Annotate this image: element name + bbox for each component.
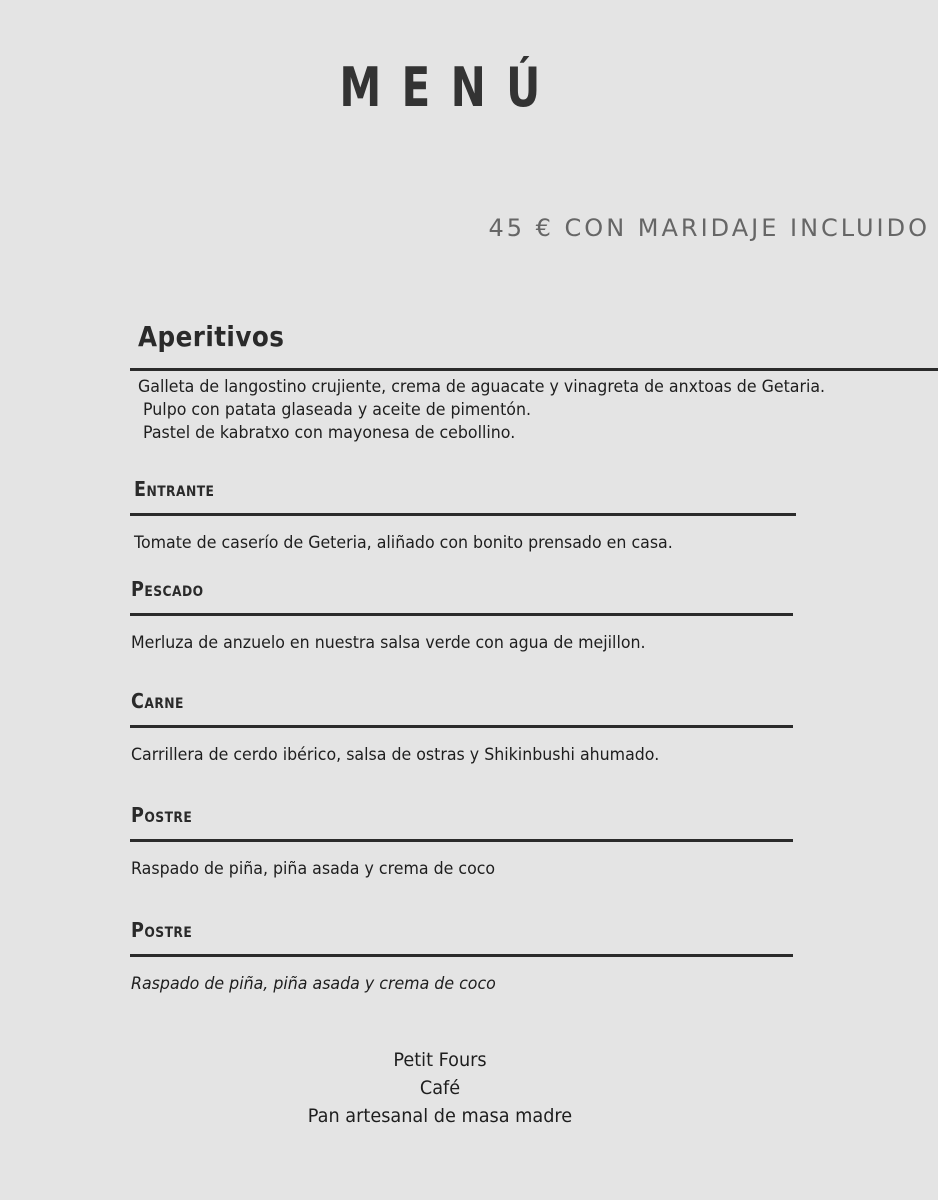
dish-item: Carrillera de cerdo ibérico, salsa de ostras y Shikinbushi ahumado.	[131, 745, 660, 765]
section-heading-aperitivos: Aperitivos	[138, 320, 285, 353]
dish-item: Raspado de piña, piña asada y crema de coco	[131, 859, 496, 879]
section-divider	[130, 839, 793, 842]
aperitivos-list	[138, 376, 877, 445]
section-divider	[130, 725, 793, 728]
dish-item: Merluza de anzuelo en nuestra salsa verde con agua de mejillon.	[131, 633, 646, 653]
section-heading-postre: Postre	[131, 918, 193, 942]
section-heading-carne: Carne	[131, 689, 184, 713]
price-note: 45 € CON MARIDAJE INCLUIDO	[488, 214, 930, 242]
dish-item: Pastel de kabratxo con mayonesa de cebollino.	[138, 423, 516, 443]
section-divider	[130, 613, 793, 616]
dish-item: Galleta de langostino crujiente, crema de aguacate y vinagreta de anxtoas de Getaria.	[138, 377, 826, 397]
closing-item: Pan artesanal de masa madre	[307, 1105, 573, 1127]
section-heading-postre: Postre	[131, 803, 193, 827]
dish-item: Raspado de piña, piña asada y crema de coco	[131, 974, 496, 994]
dish-item: Pulpo con patata glaseada y aceite de pimentón.	[138, 400, 531, 420]
closing-item: Petit Fours	[393, 1049, 487, 1071]
closing-items	[0, 1046, 880, 1130]
menu-title: MENÚ	[339, 56, 561, 119]
section-heading-pescado: Pescado	[131, 577, 204, 601]
dish-item: Tomate de caserío de Geteria, aliñado con bonito prensado en casa.	[134, 533, 673, 553]
section-divider	[130, 368, 938, 371]
closing-item: Café	[419, 1077, 461, 1099]
section-divider	[130, 954, 793, 957]
section-heading-entrante: Entrante	[134, 477, 215, 501]
section-divider	[130, 513, 796, 516]
